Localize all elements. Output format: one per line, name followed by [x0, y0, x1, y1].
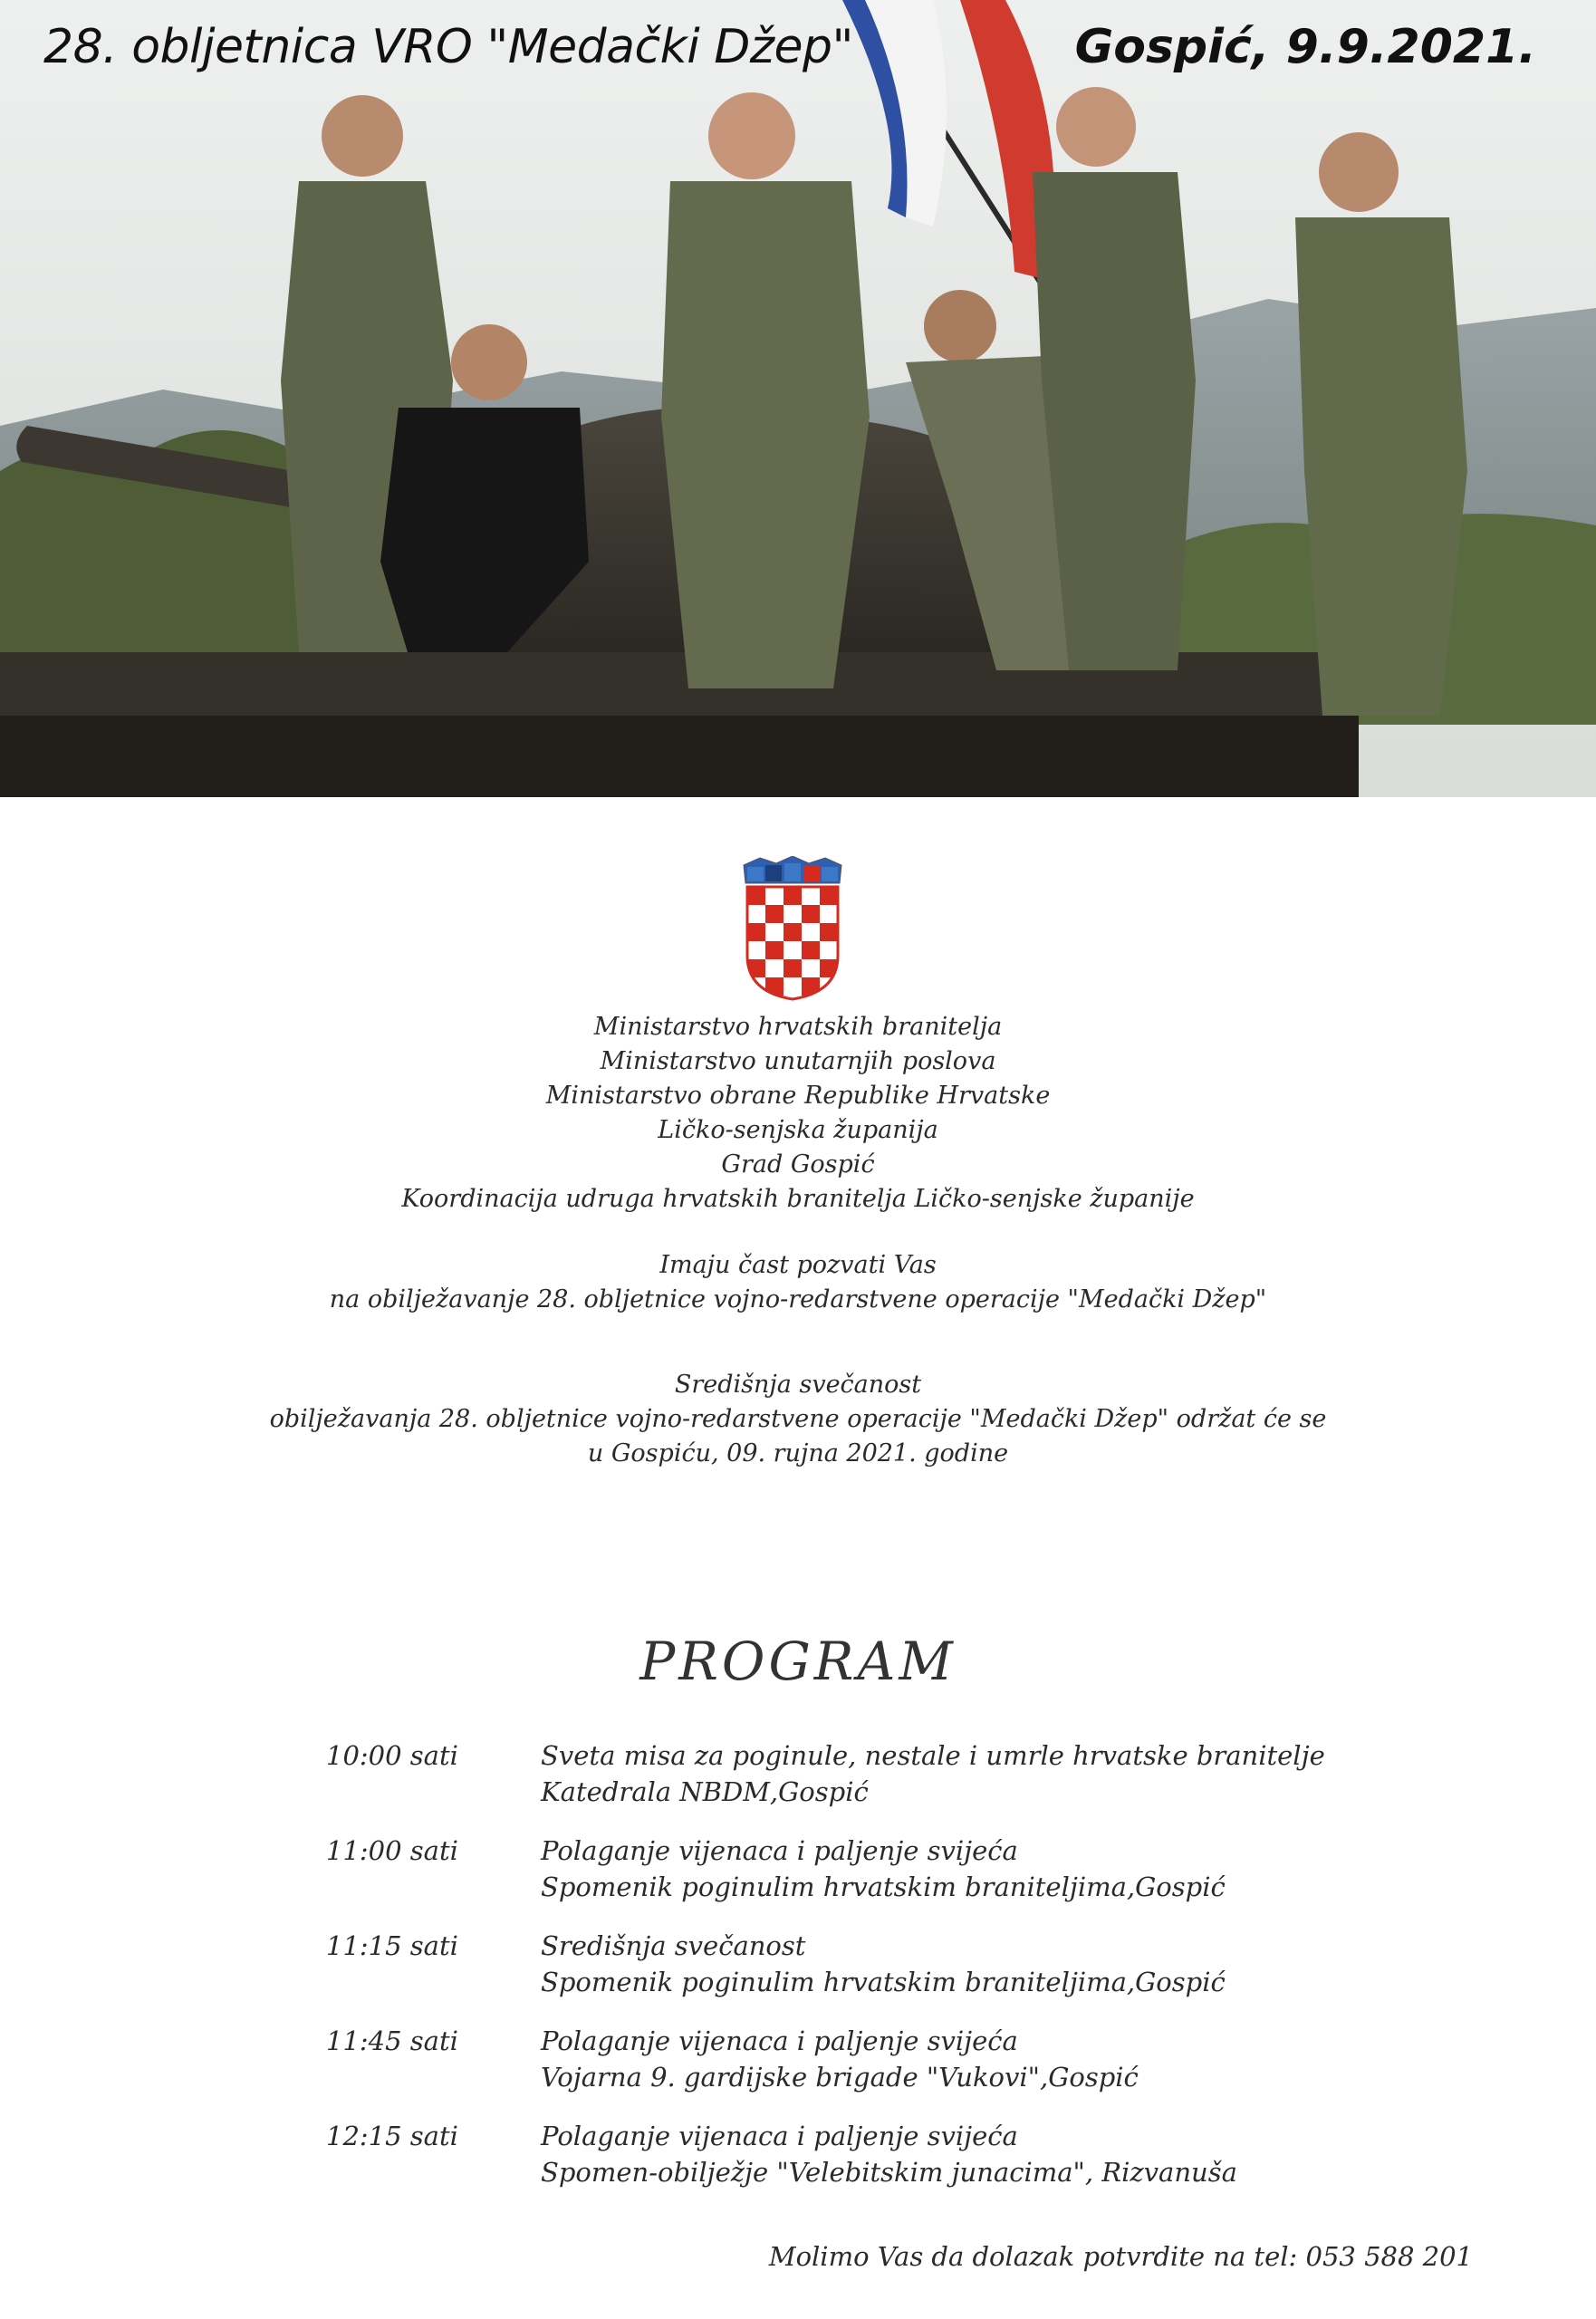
program-description: [541, 1737, 1325, 1810]
tank-track: [0, 716, 1359, 797]
program-event: Središnja svečanost: [541, 1930, 806, 1961]
program-description: [541, 1928, 1226, 2000]
program-time: 12:15 sati: [326, 2121, 458, 2151]
event-date: Gospić, 9.9.2021.: [1074, 20, 1536, 74]
program-description: [541, 2023, 1139, 2095]
croatian-coat-of-arms-icon: [738, 856, 847, 1001]
organizer-line: Grad Gospić: [721, 1150, 875, 1179]
soldier-right: [1295, 132, 1467, 716]
invitation-line: na obilježavanje 28. obljetnice vojno-redarstvene operacije "Medački Džep": [329, 1285, 1267, 1313]
program-location: Spomenik poginulim hrvatskim braniteljima,Gospić: [541, 1967, 1226, 1997]
program-time: 10:00 sati: [326, 1740, 458, 1771]
program-time: 11:45 sati: [326, 2026, 458, 2056]
soldiers-on-tank-scene: [0, 0, 1596, 797]
ceremony-line: obilježavanja 28. obljetnice vojno-redarstvene operacije "Medački Džep" održat će se: [269, 1405, 1327, 1433]
central-ceremony-text: [0, 1368, 1596, 1471]
program-time: 11:15 sati: [326, 1930, 458, 1961]
event-title: 28. obljetnica VRO "Medački Džep": [43, 20, 853, 74]
program-time: 11:00 sati: [326, 1835, 458, 1866]
organizer-line: Ličko-senjska županija: [658, 1116, 938, 1144]
organizer-line: Ministarstvo unutarnjih poslova: [600, 1047, 996, 1075]
ceremony-line: u Gospiću, 09. rujna 2021. godine: [587, 1439, 1009, 1467]
organizer-line: Ministarstvo obrane Republike Hrvatske: [545, 1082, 1051, 1110]
invitation-line: Imaju čast pozvati Vas: [659, 1251, 937, 1279]
program-location: Spomenik poginulim hrvatskim braniteljima,Gospić: [541, 1872, 1226, 1902]
soldier-center: [661, 92, 870, 688]
rsvp-note: Molimo Vas da dolazak potvrdite na tel: 053 588 201: [768, 2241, 1473, 2272]
organizer-line: Ministarstvo hrvatskih branitelja: [593, 1013, 1003, 1041]
checkerboard-shield: [747, 887, 838, 1000]
program-description: [541, 1833, 1226, 1905]
crown-icon: [744, 856, 841, 883]
program-location: Spomen-obilježje "Velebitskim junacima", Rizvanuša: [541, 2157, 1237, 2188]
invitation-text: [0, 1248, 1596, 1317]
program-location: Vojarna 9. gardijske brigade "Vukovi",Gospić: [541, 2062, 1139, 2093]
organizers-list: [0, 1010, 1596, 1217]
ceremony-line: Središnja svečanost: [674, 1371, 922, 1399]
program-event: Polaganje vijenaca i paljenje svijeća: [541, 2121, 1018, 2151]
organizer-line: Koordinacija udruga hrvatskih branitelja Ličko-senjske županije: [401, 1185, 1195, 1213]
program-event: Polaganje vijenaca i paljenje svijeća: [541, 1835, 1018, 1866]
program-description: [541, 2118, 1237, 2190]
program-event: Sveta misa za poginule, nestale i umrle hrvatske branitelje: [541, 1740, 1325, 1771]
header-photo: [0, 0, 1596, 797]
program-event: Polaganje vijenaca i paljenje svijeća: [541, 2026, 1018, 2056]
program-location: Katedrala NBDM,Gospić: [541, 1776, 869, 1807]
program-heading: PROGRAM: [639, 1631, 957, 1692]
